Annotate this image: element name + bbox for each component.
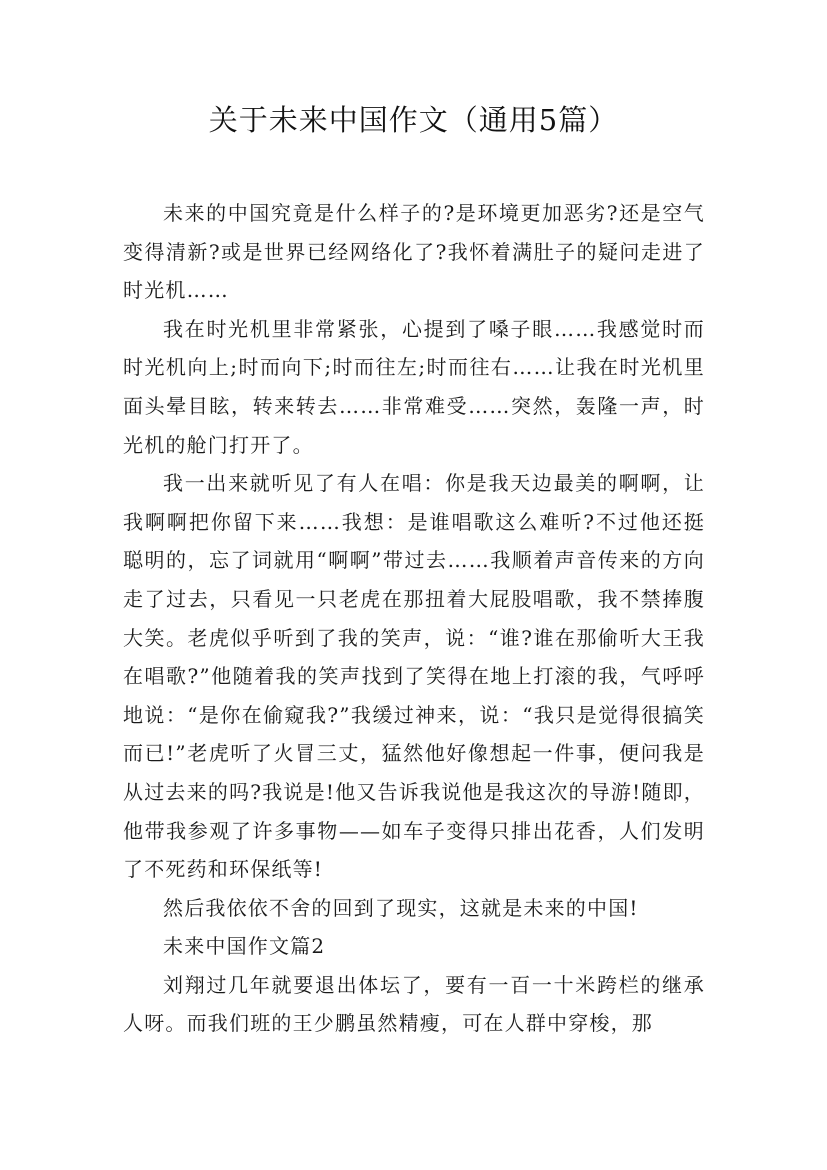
paragraph: 未来的中国究竟是什么样子的?是环境更加恶劣?还是空气变得清新?或是世界已经网络化了?我怀着满肚子的疑问走进了时光机…… <box>123 201 705 303</box>
paragraph: 我在时光机里非常紧张，心提到了嗓子眼……我感觉时而时光机向上;时而向下;时而往左;时而往右……让我在时光机里面头晕目眩，转来转去……非常难受……突然，轰隆一声，时光机的舱门打开了。 <box>123 316 705 457</box>
document-body <box>123 194 705 1043</box>
section-heading: 未来中国作文篇2 <box>163 934 326 959</box>
document-title: 关于未来中国作文（通用5篇） <box>208 103 619 137</box>
paragraph: 我一出来就听见了有人在唱：你是我天边最美的啊啊，让我啊啊把你留下来……我想：是谁唱歌这么难听?不过他还挺聪明的，忘了词就用“啊啊”带过去……我顺着声音传来的方向走了过去，只看见一只老虎在那扭着大屁股唱歌，我不禁捧腹大笑。老虎似乎听到了我的笑声，说：“谁?谁在那偷听大王我在唱歌?”他随着我的笑声找到了笑得在地上打滚的我，气呼呼地说：“是你在偷窥我?”我缓过神来，说：“我只是觉得很搞笑而已!”老虎听了火冒三丈，猛然他好像想起一件事，便问我是从过去来的吗?我说是!他又告诉我说他是我这次的导游!随即，他带我参观了许多事物——如车子变得只排出花香，人们发明了不死药和环保纸等! <box>123 471 705 882</box>
paragraph: 刘翔过几年就要退出体坛了，要有一百一十米跨栏的继承人呀。而我们班的王少鹏虽然精瘦，可在人群中穿梭，那 <box>123 972 705 1036</box>
paragraph: 然后我依依不舍的回到了现实，这就是未来的中国! <box>163 895 639 920</box>
